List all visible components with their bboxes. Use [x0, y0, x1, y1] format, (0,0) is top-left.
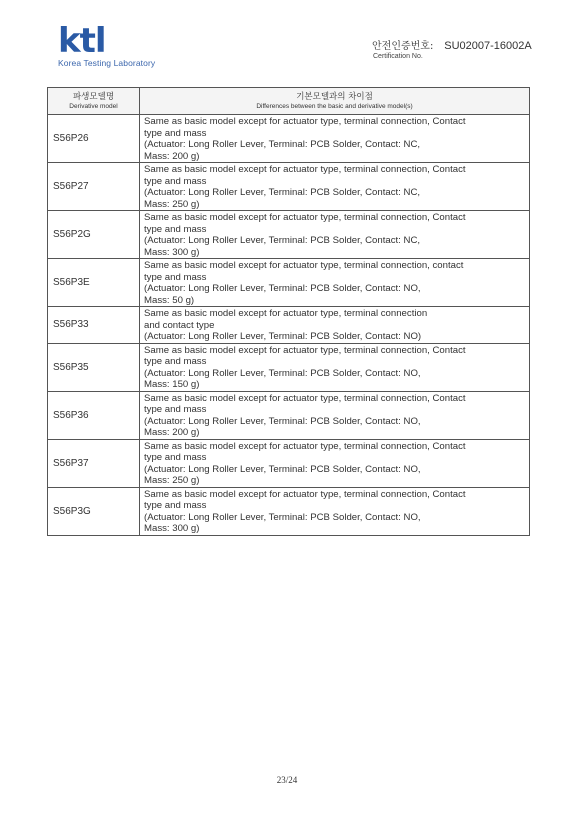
- description-line: Same as basic model except for actuator type, terminal connection, Contact: [144, 212, 466, 223]
- description-line: (Actuator: Long Roller Lever, Terminal: PCB Solder, Contact: NO,: [144, 415, 421, 427]
- column-header-en: Derivative model: [69, 102, 118, 110]
- description-line: (Actuator: Long Roller Lever, Terminal: PCB Solder, Contact: NO,: [144, 283, 421, 294]
- model-name-cell: S56P35: [48, 343, 140, 391]
- description-line: (Actuator: Long Roller Lever, Terminal: PCB Solder, Contact: NO,: [144, 511, 421, 523]
- difference-description-cell: [140, 211, 530, 259]
- description-line: type and mass: [144, 223, 207, 235]
- description-line: Same as basic model except for actuator type, terminal connection, Contact: [144, 344, 466, 356]
- table-row: [48, 307, 530, 344]
- table-row: [48, 439, 530, 487]
- description-line: Same as basic model except for actuator type, terminal connection, contact: [144, 260, 464, 271]
- description-line: Mass: 200 g): [144, 150, 200, 162]
- ktl-logo: [58, 21, 156, 68]
- table-body: [48, 115, 530, 536]
- model-name-cell: S56P2G: [48, 211, 140, 259]
- column-header-derivative-model: [48, 88, 140, 115]
- model-name-cell: S56P27: [48, 163, 140, 211]
- description-line: Same as basic model except for actuator type, terminal connection, Contact: [144, 116, 466, 127]
- logo-subtitle: Korea Testing Laboratory: [58, 58, 156, 68]
- description-line: Mass: 50 g): [144, 294, 195, 306]
- model-name-cell: S56P3G: [48, 487, 140, 535]
- model-name-cell: S56P26: [48, 115, 140, 163]
- description-line: (Actuator: Long Roller Lever, Terminal: PCB Solder, Contact: NO,: [144, 367, 421, 379]
- table-row: [48, 391, 530, 439]
- model-name-cell: S56P37: [48, 439, 140, 487]
- difference-description-cell: [140, 391, 530, 439]
- description-line: Mass: 300 g): [144, 246, 200, 258]
- column-header-ko: 파생모델명: [72, 91, 115, 102]
- table-row: [48, 487, 530, 535]
- description-line: Mass: 200 g): [144, 427, 200, 438]
- certification-number: SU02007-16002A: [444, 40, 532, 52]
- description-line: and contact type: [144, 319, 215, 331]
- description-line: type and mass: [144, 500, 207, 511]
- column-header-en: Differences between the basic and derivative model(s): [256, 102, 413, 110]
- cert-label-english: Certification No.: [373, 53, 423, 60]
- model-name-cell: S56P33: [48, 307, 140, 344]
- description-line: Same as basic model except for actuator type, terminal connection: [144, 308, 428, 319]
- description-line: type and mass: [144, 404, 207, 415]
- description-line: Mass: 250 g): [144, 475, 200, 486]
- difference-description-cell: [140, 343, 530, 391]
- model-name-cell: S56P3E: [48, 259, 140, 307]
- description-line: (Actuator: Long Roller Lever, Terminal: PCB Solder, Contact: NO,: [144, 463, 421, 475]
- difference-description-cell: [140, 259, 530, 307]
- description-line: type and mass: [144, 175, 207, 187]
- table-row: [48, 259, 530, 307]
- column-header-ko: 기본모델과의 차이점: [296, 91, 373, 102]
- description-line: Same as basic model except for actuator type, terminal connection, Contact: [144, 164, 466, 175]
- description-line: Same as basic model except for actuator type, terminal connection, Contact: [144, 488, 466, 500]
- difference-description-cell: [140, 487, 530, 535]
- description-line: type and mass: [144, 127, 207, 139]
- logo-mark: ktl: [58, 21, 106, 61]
- difference-description-cell: [140, 307, 530, 344]
- description-line: Mass: 150 g): [144, 379, 200, 390]
- table-row: [48, 163, 530, 211]
- description-line: type and mass: [144, 356, 207, 367]
- column-header-differences: [140, 88, 530, 115]
- table-row: [48, 115, 530, 163]
- description-line: (Actuator: Long Roller Lever, Terminal: PCB Solder, Contact: NC,: [144, 187, 421, 198]
- description-line: type and mass: [144, 271, 207, 283]
- difference-description-cell: [140, 163, 530, 211]
- description-line: Same as basic model except for actuator type, terminal connection, Contact: [144, 392, 466, 404]
- description-line: Mass: 250 g): [144, 198, 200, 210]
- table-row: [48, 211, 530, 259]
- table-row: [48, 343, 530, 391]
- table-header-row: [48, 88, 530, 115]
- difference-description-cell: [140, 439, 530, 487]
- difference-description-cell: [140, 115, 530, 163]
- cert-label-korean: 안전인증번호:: [372, 41, 434, 52]
- description-line: (Actuator: Long Roller Lever, Terminal: PCB Solder, Contact: NC,: [144, 235, 421, 246]
- certification-block: [372, 37, 532, 60]
- page-number: 23/24: [276, 775, 298, 785]
- description-line: (Actuator: Long Roller Lever, Terminal: PCB Solder, Contact: NC,: [144, 139, 421, 150]
- description-line: Same as basic model except for actuator type, terminal connection, Contact: [144, 440, 466, 452]
- description-line: (Actuator: Long Roller Lever, Terminal: PCB Solder, Contact: NO): [144, 331, 422, 342]
- description-line: type and mass: [144, 452, 207, 463]
- description-line: Mass: 300 g): [144, 523, 200, 534]
- model-name-cell: S56P36: [48, 391, 140, 439]
- derivative-model-table: [47, 87, 530, 536]
